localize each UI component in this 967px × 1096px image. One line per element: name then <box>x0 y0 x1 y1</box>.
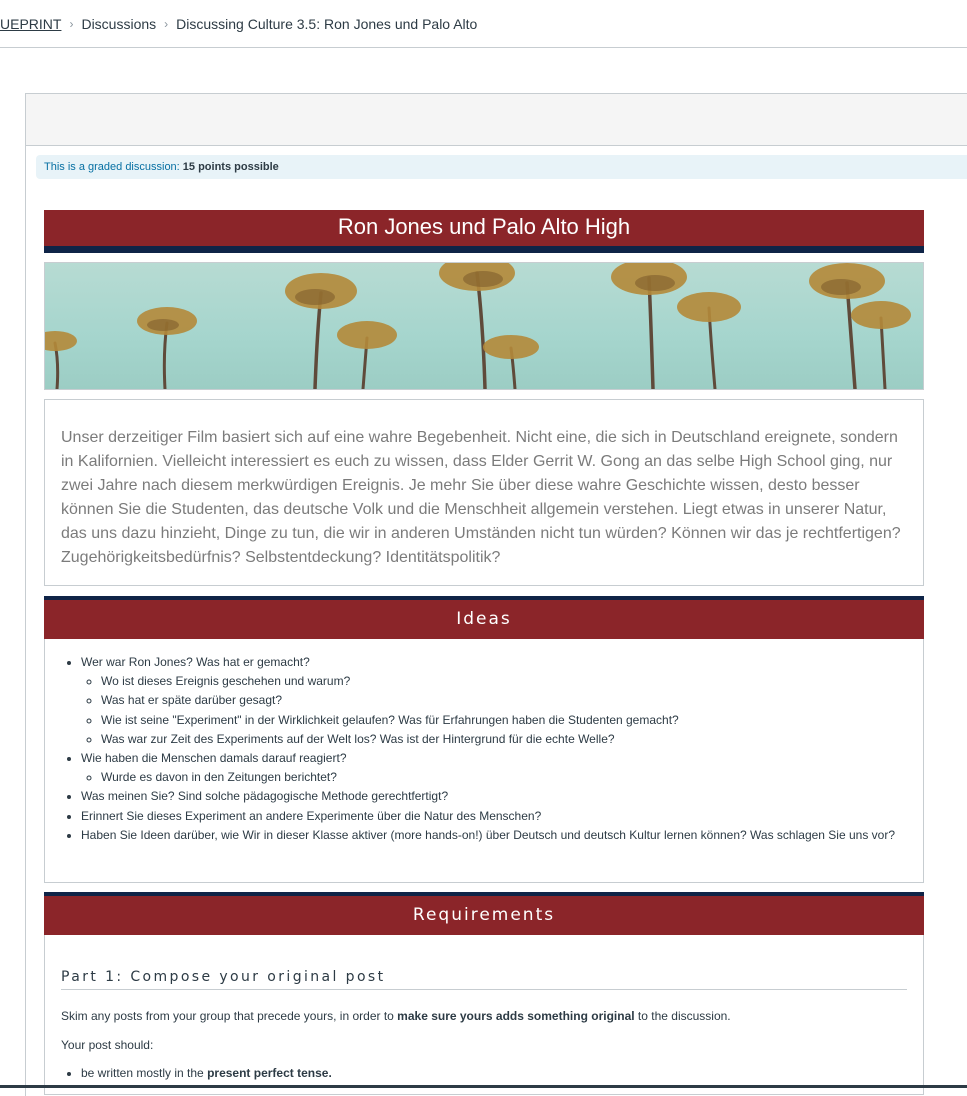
palm-trees-image <box>45 263 923 389</box>
points-possible: 15 points possible <box>182 161 279 173</box>
breadcrumb-current: Discussing Culture 3.5: Ron Jones und Palo Alto <box>176 15 478 32</box>
graded-notice <box>36 155 967 179</box>
chevron-right-icon: › <box>164 16 169 31</box>
list-item: ◦ Wo ist dieses Ereignis geschehen und warum? <box>101 672 907 691</box>
list-item: • Haben Sie Ideen darüber, wie Wir in dieser Klasse aktiver (more hands-on!) über Deutsch und deutsch Kultur lernen können? Was schlagen Sie uns vor? <box>81 826 907 845</box>
list-item: • Erinnert Sie dieses Experiment an andere Experimente über die Natur des Menschen? <box>81 807 907 826</box>
breadcrumb-discussions-link[interactable]: Discussions <box>81 15 157 32</box>
ideas-list-box <box>44 639 924 883</box>
page-title: Ron Jones und Palo Alto High <box>44 210 924 253</box>
intro-text: Unser derzeitiger Film basiert sich auf eine wahre Begebenheit. Nicht eine, die sich in Deutschland ereignete, sondern in Kalifornien. Vielleicht interessiert es euch zu wissen, dass Elder Gerrit W. Gong an das selbe High School ging, nur zwei Jahre nach diesem merkwürdigen Ereignis. Je mehr Sie über diese wahre Geschichte wissen, desto besser können Sie die Studenten, das deutsche Volk und die Menschheit allgemein verstehen. Liegt etwas in unserer Natur, das uns dazu hinzieht, Dinge zu tun, die wir in anderen Umständen nicht tun würden? Können wir das je rechtfertigen? Zugehörigkeitsbedürfnis? Selbstentdeckung? Identitätspolitik? <box>44 399 924 586</box>
list-item: ◦ Was war zur Zeit des Experiments auf der Welt los? Was ist der Hintergrund für die echte Welle? <box>101 730 907 749</box>
ideas-heading: Ideas <box>44 596 924 639</box>
palm-trees-banner <box>44 262 924 390</box>
graded-label: This is a graded discussion: <box>44 161 180 173</box>
part1-title: Part 1: Compose your original post <box>61 969 907 990</box>
skim-instructions: Skim any posts from your group that precede yours, in order to make sure yours adds something original to the discussion. <box>61 1009 731 1023</box>
list-item: ◦ Wurde es davon in den Zeitungen berichtet? <box>101 768 907 787</box>
chevron-right-icon: › <box>69 16 74 31</box>
list-item: • Was meinen Sie? Sind solche pädagogische Methode gerechtfertigt? <box>81 787 907 806</box>
ideas-list <box>61 653 907 845</box>
breadcrumb-course-link[interactable]: UEPRINT <box>0 15 62 32</box>
list-item: • be written mostly in the present perfect tense. <box>81 1066 907 1080</box>
list-item: • Wie haben die Menschen damals darauf reagiert? ◦ Wurde es davon in den Zeitungen berichtet? <box>81 749 907 787</box>
requirements-list <box>61 1066 907 1080</box>
requirements-heading: Requirements <box>44 892 924 935</box>
list-item: • Wer war Ron Jones? Was hat er gemacht? ◦ Wo ist dieses Ereignis geschehen und warum? ◦ Was hat er späte darüber gesagt? ◦ Wie ist seine "Experiment" in der Wirklichkeit gelaufen? Was für Erfahrungen haben die Studenten gemacht? ◦ Was war zur Zeit des Experiments auf der Welt los? Was ist der Hintergrund für die echte Welle? <box>81 653 907 749</box>
list-item: ◦ Was hat er späte darüber gesagt? <box>101 691 907 710</box>
post-should-label: Your post should: <box>61 1038 154 1052</box>
requirements-box <box>44 935 924 1095</box>
discussion-toolbar <box>25 93 967 146</box>
list-item: ◦ Wie ist seine "Experiment" in der Wirklichkeit gelaufen? Was für Erfahrungen haben die Studenten gemacht? <box>101 711 907 730</box>
breadcrumb <box>0 0 967 48</box>
